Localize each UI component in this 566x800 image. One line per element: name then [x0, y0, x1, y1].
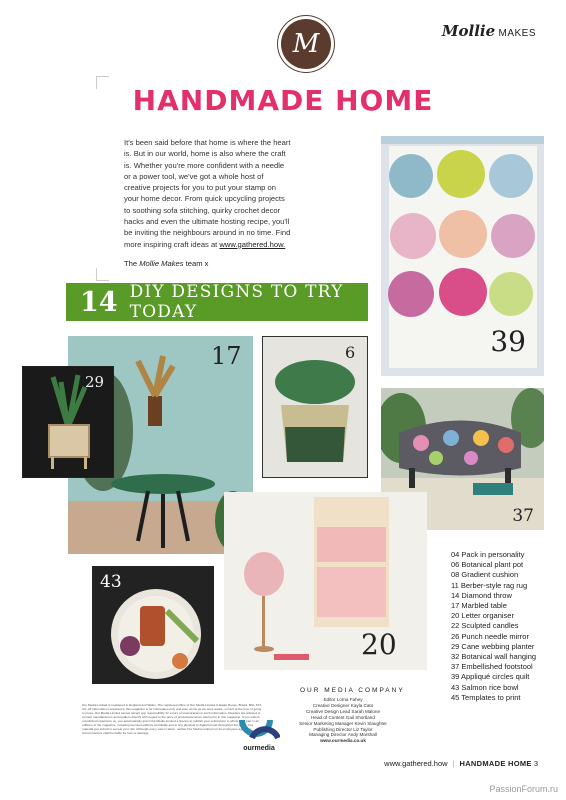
list-item[interactable]: 26 Punch needle mirror	[451, 631, 529, 641]
footer-divider: |	[452, 759, 455, 768]
credit-line: Creative Design Lead Sarah Malone	[305, 708, 381, 714]
page-footer	[384, 759, 538, 768]
ourmedia-logo-mark	[238, 716, 280, 740]
list-item[interactable]: 20 Letter organiser	[451, 611, 514, 621]
watermark: PassionForum.ru	[489, 784, 558, 794]
credit-link[interactable]: www.ourmedia.co.uk	[320, 738, 366, 744]
list-item[interactable]: 04 Pack in personality	[451, 550, 525, 559]
list-item[interactable]: 39 Appliqué circles quilt	[451, 672, 530, 682]
credit-line: Editor Lorna Fahey	[323, 697, 363, 702]
brand-logo	[442, 22, 536, 40]
photo-number: 20	[361, 628, 397, 661]
intro-body: It's been said before that home is where the heart is. But in our world, home is also where the craft is. Whether you're more confident with a needle or a power tool, we've got a whole host of creative projects for you to put your stamp on your home decor. From quick upcycling projects to soothing sofa stitching, quirky crochet decor hacks and even the ultimate hosting recipe, you'll be inviting the neighbours around in no time. Find more inspiring craft ideas at	[124, 138, 291, 249]
intro-link[interactable]: www.gathered.how.	[219, 239, 286, 249]
ourmedia-logo	[238, 716, 280, 750]
mollie-makes-badge	[281, 19, 331, 69]
photo-number: 29	[85, 373, 105, 391]
credits-block	[268, 697, 418, 744]
list-item[interactable]: 11 Berber-style rag rug	[451, 580, 528, 590]
photo-number: 17	[211, 342, 242, 370]
page-number: 3	[533, 759, 538, 768]
photo-number: 37	[512, 506, 534, 526]
signoff-pre: The	[124, 259, 138, 268]
footer-url[interactable]: www.gathered.how	[384, 759, 448, 768]
credit-line: Head of Content Gail Shortland	[311, 714, 375, 720]
photo-number: 39	[490, 325, 526, 358]
badge-letter: M	[292, 29, 320, 59]
credit-line: Managing Director Andy Marshall	[309, 732, 377, 738]
list-item[interactable]: 08 Gradient cushion	[451, 570, 519, 580]
diy-banner	[66, 283, 368, 321]
credit-line: Senior Marketing Manager Kevin Slaughter	[299, 720, 387, 726]
quilt-photo	[381, 136, 544, 376]
list-item[interactable]: 37 Embellished footstool	[451, 662, 533, 672]
letter-organiser-photo	[224, 492, 427, 670]
ourmedia-logo-text: ourmedia	[243, 745, 275, 752]
photo-number: 6	[345, 343, 356, 362]
credit-line: Creative Designer Kayla Cato	[312, 702, 374, 708]
banner-text: DIY DESIGNS TO TRY TODAY	[129, 282, 344, 322]
list-item[interactable]: 43 Salmon rice bowl	[451, 682, 519, 692]
brand-makes: MAKES	[498, 28, 536, 39]
salmon-bowl-photo	[92, 566, 214, 684]
footer-section: HANDMADE HOME	[459, 759, 532, 768]
corner-bracket	[96, 76, 109, 89]
banner-number: 14	[80, 286, 118, 318]
credit-line: Publishing Director Liz Taylor	[313, 726, 373, 732]
page-title: HANDMADE HOME	[132, 84, 434, 117]
list-item[interactable]: 14 Diamond throw	[451, 590, 512, 600]
company-heading: OUR MEDIA COMPANY	[300, 687, 405, 694]
signoff-em: Mollie Makes	[139, 259, 184, 268]
list-item[interactable]: 17 Marbled table	[451, 601, 507, 611]
rattan-planter-photo	[22, 366, 114, 478]
list-item[interactable]: 32 Botanical wall hanging	[451, 652, 537, 662]
list-item[interactable]: 22 Sculpted candles	[451, 621, 519, 631]
signoff	[124, 259, 208, 268]
intro-text	[124, 137, 292, 250]
photo-number: 43	[100, 572, 122, 592]
list-item[interactable]: 06 Botanical plant pot	[451, 560, 524, 570]
list-item[interactable]: 45 Templates to print	[451, 692, 521, 702]
contents-list	[451, 550, 561, 703]
corner-bracket	[96, 268, 109, 281]
signoff-post: team x	[185, 259, 209, 268]
legal-text: Our Media Limited is registered in England and Wales. The registered office of Our Media Limited is Eagle House, Bristol, BS1 4ST, UK. All information contained in this magazine is for information only and was, as far as we were aware, correct at the time of going to press. Our Media Limited cannot accept any responsibility for errors or inaccuracies in such information. Readers are advised to contact manufacturers and retailers directly with regard to the price of products/services referred to in this magazine. If you submit unsolicited material to us, you automatically grant Our Media Limited a licence to publish your submission in whole or in part in all editions of the magazine, including licensed editions worldwide and in any physical or digital format throughout the world. Any material you submit is sent at your risk. Although every care is taken, neither Our Media Limited nor its employees agents or subcontractors shall be liable for loss or damage.	[82, 703, 262, 735]
brand-script: Mollie	[441, 22, 496, 40]
list-item[interactable]: 29 Cane webbing planter	[451, 641, 535, 651]
plant-pot-photo	[262, 336, 368, 478]
